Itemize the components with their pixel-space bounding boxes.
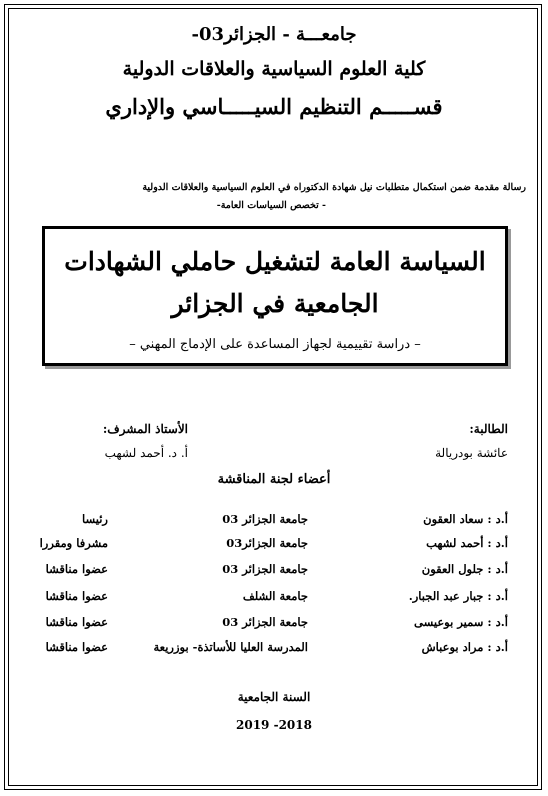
thesis-title-line-1: السياسة العامة لتشغيل حاملي الشهادات <box>64 247 486 276</box>
jury-member-institution: جامعة الجزائر 03 <box>222 615 308 629</box>
thesis-title-line-2: الجامعية في الجزائر <box>171 289 379 318</box>
thesis-title-box <box>42 226 508 366</box>
jury-member-name: أ.د : جلول العقون <box>421 562 508 576</box>
jury-member-institution: جامعة الجزائر 03 <box>222 512 308 526</box>
supervisor-name: أ. د. أحمد لشهب <box>104 446 188 460</box>
academic-year-label: السنة الجامعية <box>237 690 311 704</box>
jury-member-role: عضوا مناقشا <box>45 615 108 629</box>
jury-member-institution: جامعة الجزائر03 <box>226 536 308 550</box>
jury-member-institution: المدرسة العليا للأساتذة- بوزريعة <box>153 640 308 654</box>
department-name: قســـــم التنظيم السيـــــاسي والإداري <box>105 94 443 119</box>
intro-line-1: رسالة مقدمة ضمن استكمال متطلبات نيل شهادة الدكتوراه في العلوم السياسية والعلاقات الدولية <box>142 182 526 193</box>
jury-member-role: مشرفا ومقررا <box>39 536 108 550</box>
jury-member-institution: جامعة الجزائر 03 <box>222 562 308 576</box>
jury-member-role: عضوا مناقشا <box>45 640 108 654</box>
student-name: عائشة بودريالة <box>435 446 508 460</box>
intro-line-2: - تخصص السياسات العامة- <box>216 200 326 211</box>
university-name: جامعـــة - الجزائر03- <box>191 24 357 45</box>
jury-member-name: أ.د : أحمد لشهب <box>426 536 508 550</box>
jury-member-name: أ.د : جبار عبد الجبار. <box>408 589 508 603</box>
jury-member-name: أ.د : سعاد العقون <box>423 512 508 526</box>
jury-title: أعضاء لجنة المناقشة <box>217 472 331 487</box>
jury-member-name: أ.د : مراد بوعباش <box>421 640 508 654</box>
faculty-name: كلية العلوم السياسية والعلاقات الدولية <box>122 58 426 80</box>
student-label: الطالبة: <box>469 422 508 436</box>
page-border-inner <box>8 8 538 786</box>
jury-member-name: أ.د : سمير بوعيسى <box>414 615 508 629</box>
jury-member-institution: جامعة الشلف <box>242 589 308 603</box>
supervisor-label: الأستاذ المشرف: <box>102 422 188 436</box>
jury-member-role: عضوا مناقشا <box>45 589 108 603</box>
jury-member-role: رئيسا <box>82 512 108 526</box>
academic-year-value: 2018- 2019 <box>236 718 312 732</box>
thesis-subtitle: – دراسة تقييمية لجهاز المساعدة على الإدماج المهني – <box>129 337 421 352</box>
jury-member-role: عضوا مناقشا <box>45 562 108 576</box>
